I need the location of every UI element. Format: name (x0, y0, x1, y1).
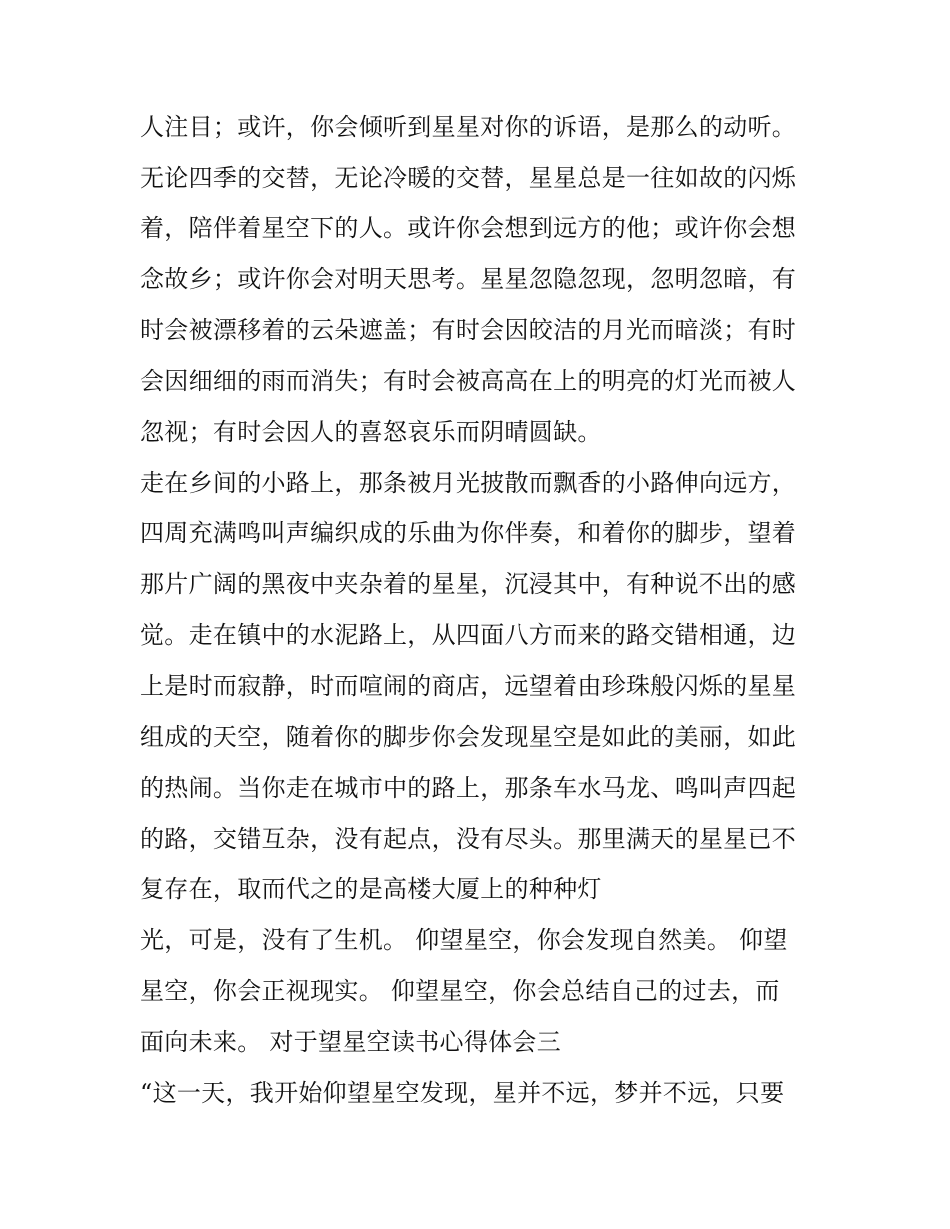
text-line: 着，陪伴着星空下的人。或许你会想到远方的他；或许你会想 (140, 214, 797, 242)
text-line: 人注目；或许，你会倾听到星星对你的诉语，是那么的动听。 (140, 113, 797, 141)
text-line: 四周充满鸣叫声编织成的乐曲为你伴奏，和着你的脚步，望着 (140, 519, 797, 547)
text-line: 上是时而寂静，时而喧闹的商店，远望着由珍珠般闪烁的星星 (140, 672, 797, 700)
text-line: 的路，交错互杂，没有起点，没有尽头。那里满天的星星已不 (140, 825, 797, 853)
text-line: 的热闹。当你走在城市中的路上，那条车水马龙、鸣叫声四起 (140, 774, 797, 802)
text-line: 走在乡间的小路上，那条被月光披散而飘香的小路伸向远方， (140, 469, 797, 497)
text-line: 忽视；有时会因人的喜怒哀乐而阴晴圆缺。 (140, 418, 602, 446)
text-line: 组成的天空，随着你的脚步你会发现星空是如此的美丽，如此 (140, 723, 797, 751)
text-line: 觉。走在镇中的水泥路上，从四面八方而来的路交错相通，边 (140, 621, 797, 649)
text-line: 那片广阔的黑夜中夹杂着的星星，沉浸其中，有种说不出的感 (140, 570, 797, 598)
text-line: 念故乡；或许你会对明天思考。星星忽隐忽现，忽明忽暗，有 (140, 265, 797, 293)
text-line: 面向未来。 对于望星空读书心得体会三 (140, 1028, 562, 1056)
text-line: 无论四季的交替，无论冷暖的交替，星星总是一往如故的闪烁 (140, 164, 797, 192)
text-line: 会因细细的雨而消失；有时会被高高在上的明亮的灯光而被人 (140, 367, 797, 395)
text-line: “这一天，我开始仰望星空发现，星并不远，梦并不远，只要 (140, 1079, 785, 1107)
text-line: 复存在，取而代之的是高楼大厦上的种种灯 (140, 875, 602, 903)
text-line: 星空，你会正视现实。 仰望星空，你会总结自己的过去，而 (140, 977, 780, 1005)
text-line: 光，可是，没有了生机。 仰望星空，你会发现自然美。 仰望 (140, 926, 788, 954)
text-line: 时会被漂移着的云朵遮盖；有时会因皎洁的月光而暗淡；有时 (140, 316, 797, 344)
